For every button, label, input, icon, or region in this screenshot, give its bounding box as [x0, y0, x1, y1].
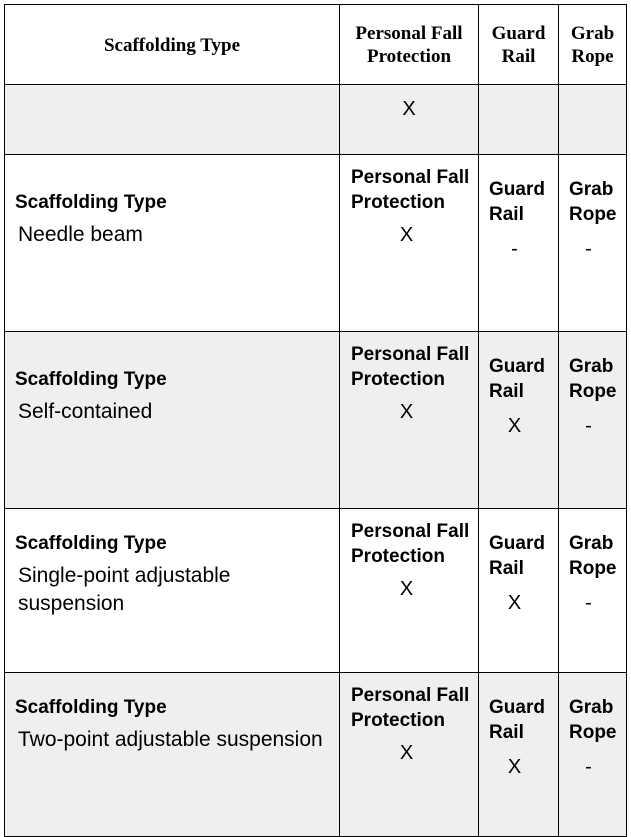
- cell-personal-fall-protection: [340, 332, 479, 509]
- cell-value: -: [511, 238, 518, 260]
- table-row: [5, 332, 627, 509]
- cell-value: X: [507, 756, 522, 778]
- cell-value: X: [399, 578, 414, 600]
- cell-grab-rope: [559, 155, 627, 332]
- cell-personal-fall-protection: [340, 673, 479, 837]
- cell-label: Grab Rope: [569, 697, 617, 743]
- cell-label: Personal Fall Protection: [351, 167, 470, 213]
- cell-value: X: [507, 592, 522, 614]
- cell-label: Grab Rope: [569, 179, 617, 225]
- header-guard-rail: Guard Rail: [479, 5, 559, 85]
- cell-value: -: [585, 238, 592, 260]
- cell-guard-rail: [479, 85, 559, 155]
- header-grab-rope: Grab Rope: [559, 5, 627, 85]
- table-row: [5, 85, 627, 155]
- cell-label: Personal Fall Protection: [351, 344, 470, 390]
- cell-guard-rail: [479, 673, 559, 837]
- cell-grab-rope: [559, 85, 627, 155]
- cell-value: X: [399, 224, 414, 246]
- cell-scaffolding-type: [5, 155, 340, 332]
- cell-personal-fall-protection: [340, 155, 479, 332]
- cell-value: X: [507, 415, 522, 437]
- cell-label: Personal Fall Protection: [351, 685, 470, 731]
- cell-guard-rail: [479, 509, 559, 673]
- cell-value: X: [399, 742, 414, 764]
- cell-value: Two-point adjustable suspension: [18, 728, 323, 751]
- cell-personal-fall-protection: X: [340, 85, 479, 155]
- cell-grab-rope: [559, 332, 627, 509]
- cell-label: Grab Rope: [569, 356, 617, 402]
- header-row: [5, 5, 627, 85]
- cell-scaffolding-type: [5, 509, 340, 673]
- cell-label: Scaffolding Type: [15, 533, 167, 554]
- cell-personal-fall-protection: [340, 509, 479, 673]
- header-scaffolding-type: Scaffolding Type: [5, 5, 340, 85]
- cell-label: Scaffolding Type: [15, 697, 167, 718]
- scaffolding-protection-table: [4, 4, 627, 837]
- cell-label: Personal Fall Protection: [351, 521, 470, 567]
- cell-scaffolding-type: [5, 332, 340, 509]
- cell-scaffolding-type: [5, 673, 340, 837]
- header-personal-fall-protection: Personal Fall Protection: [340, 5, 479, 85]
- cell-value: -: [585, 592, 592, 614]
- table-row: [5, 509, 627, 673]
- cell-label: Scaffolding Type: [15, 192, 167, 213]
- cell-value: -: [585, 415, 592, 437]
- cell-value: Self-contained: [18, 400, 153, 423]
- cell-label: Guard Rail: [489, 533, 545, 579]
- cell-guard-rail: [479, 155, 559, 332]
- cell-value: Single-point adjustable suspension: [18, 564, 231, 615]
- cell-label: Guard Rail: [489, 697, 545, 743]
- table-row: [5, 673, 627, 837]
- cell-scaffolding-type: [5, 85, 340, 155]
- cell-label: Guard Rail: [489, 179, 545, 225]
- cell-grab-rope: [559, 509, 627, 673]
- cell-label: Grab Rope: [569, 533, 617, 579]
- cell-label: Scaffolding Type: [15, 369, 167, 390]
- cell-guard-rail: [479, 332, 559, 509]
- cell-value: X: [399, 401, 414, 423]
- cell-label: Guard Rail: [489, 356, 545, 402]
- cell-value: Needle beam: [18, 223, 143, 246]
- cell-value: -: [585, 756, 592, 778]
- cell-grab-rope: [559, 673, 627, 837]
- table-row: [5, 155, 627, 332]
